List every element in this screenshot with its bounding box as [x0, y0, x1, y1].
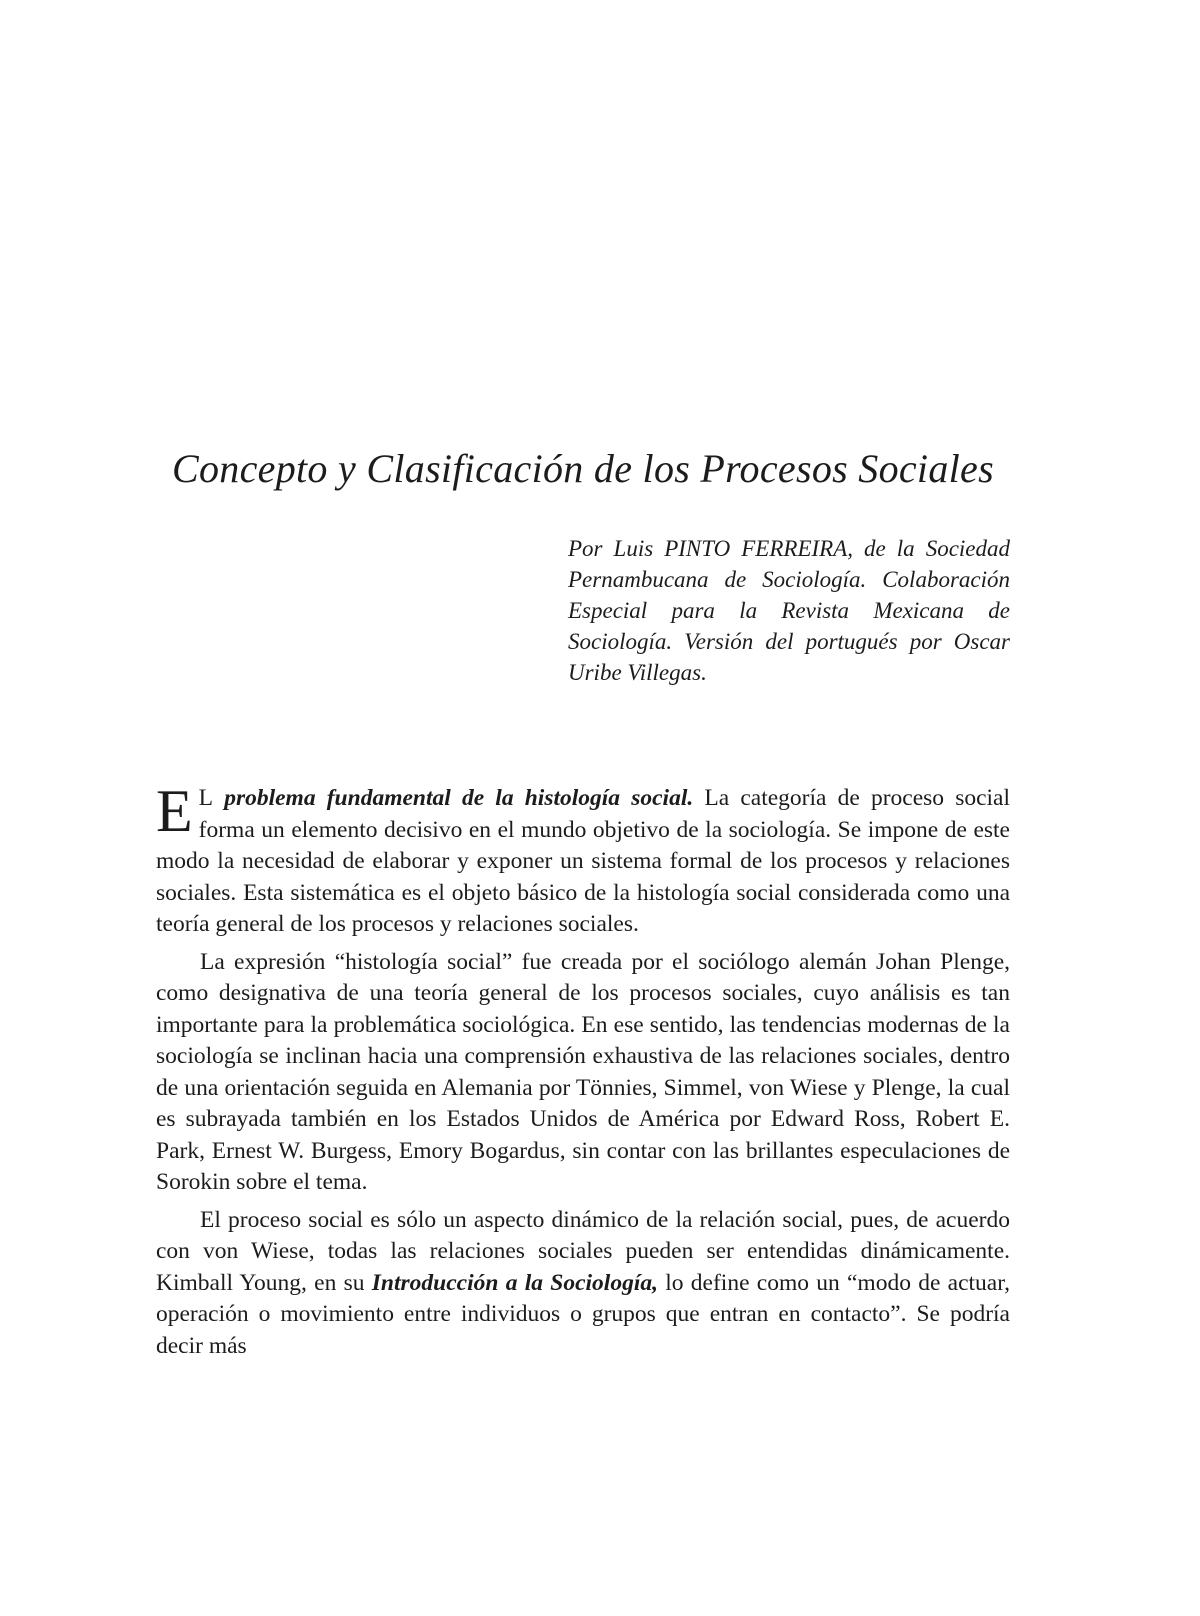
drop-cap: E	[156, 778, 193, 844]
paragraph-3-text-b: lo define como un “modo de actuar, operación o movimiento entre individuos o grupos que entran en contacto”. Se podría decir más	[156, 1269, 1010, 1359]
paragraph-2: La expresión “histología social” fue creada por el sociólogo alemán Johan Plenge, como designativa de una teoría general de los procesos sociales, cuyo análisis es tan importante para la problemática sociológica. En ese sentido, las tendencias modernas de la sociología se inclinan hacia una comprensión exhaustiva de las relaciones sociales, dentro de una orientación seguida en Alemania por Tönnies, Simmel, von Wiese y Plenge, la cual es subrayada también en los Estados Unidos de América por Edward Ross, Robert E. Park, Ernest W. Burgess, Emory Bogardus, sin contar con las brillantes especulaciones de Sorokin sobre el tema.	[156, 948, 1010, 1195]
article-body	[156, 778, 1011, 1362]
article-page	[156, 0, 1010, 1616]
book-title: Introducción a la Sociología,	[371, 1269, 658, 1296]
paragraph-1	[156, 778, 1011, 941]
drop-cap-rest: L	[198, 785, 214, 811]
paragraph-3-text-a: El proceso social es sólo un aspecto dinámico de la relación social, pues, de acuerdo con von Wiese, todas las relaciones sociales pueden ser entendidas dinámicamente. Kimball Young, en su	[156, 1206, 1010, 1296]
section-heading: problema fundamental de la histología social.	[224, 785, 694, 811]
paragraph-3	[156, 1205, 1010, 1363]
paragraph-1-text: La categoría de proceso social forma un elemento decisivo en el mundo objetivo de la sociología. Se impone de este modo la necesidad de elaborar y exponer un sistema formal de los procesos y relaciones sociales. Esta sistemática es el objeto básico de la histología social considerada como una teoría general de los procesos y relaciones sociales.	[156, 785, 1011, 937]
article-title: Concepto y Clasificación de los Procesos Sociales	[172, 446, 994, 491]
author-byline: Por Luis PINTO FERREIRA, de la Sociedad Pernambucana de Sociología. Colaboración Especial para la Revista Mexicana de Sociología. Versión del portugués por Oscar Uribe Villegas.	[568, 536, 1010, 685]
